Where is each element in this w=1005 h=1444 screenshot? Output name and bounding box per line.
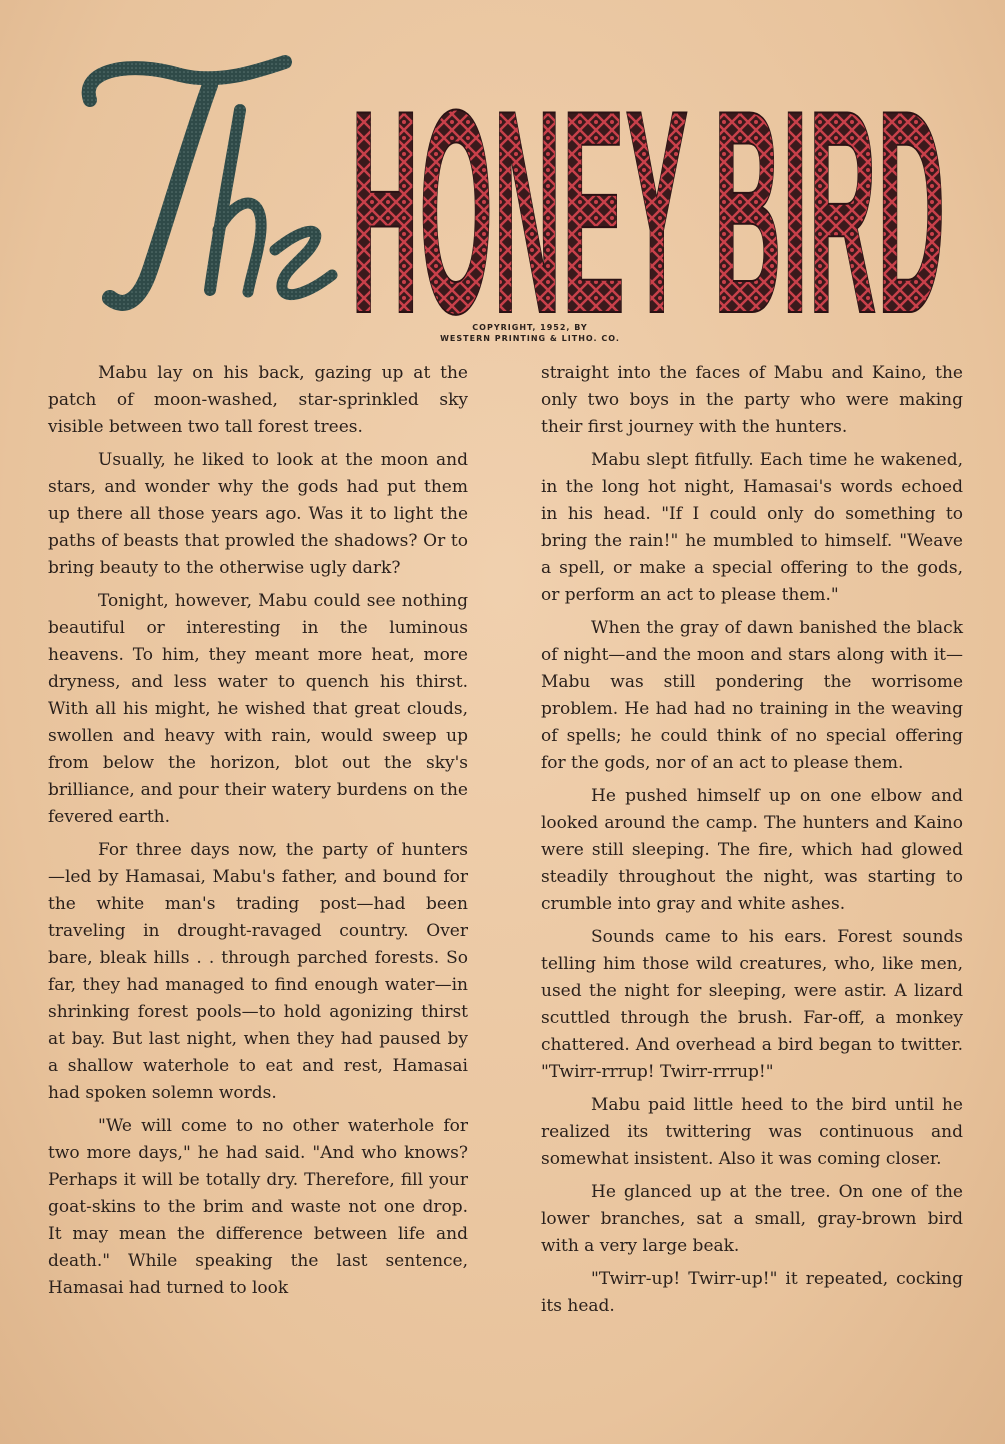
- paragraph: "Twirr-up! Twirr-up!" it repeated, cocking its head.: [541, 1269, 963, 1316]
- paragraph: Tonight, however, Mabu could see nothing beautiful or interesting in the luminous heavens. To him, they meant more heat, more dryness, and less water to quench his thirst. With all his might, he wished that great clouds, swollen and heavy with rain, would sweep up from below the horizon, blot out the sky's brilliance, and pour their watery burdens on the fevered earth.: [48, 591, 468, 827]
- paragraph: He pushed himself up on one elbow and looked around the camp. The hunters and Kaino were still sleeping. The fire, which had glowed steadily throughout the night, was starting to crumble into gray and white ashes.: [541, 786, 963, 914]
- paragraph-continuation: straight into the faces of Mabu and Kaino, the only two boys in the party who were making their first journey with the hunters.: [541, 363, 963, 437]
- copyright-line-2: WESTERN PRINTING & LITHO. CO.: [440, 334, 620, 343]
- paragraph: "We will come to no other waterhole for two more days," he had said. "And who knows? Perhaps it will be totally dry. Therefore, fill your goat-skins to the brim and waste not one drop. It may mean the difference between life and death." While speaking the last sentence, Hamasai had turned to look: [48, 1116, 468, 1298]
- paragraph: Mabu lay on his back, gazing up at the patch of moon-washed, star-sprinkled sky visible between two tall forest trees.: [48, 363, 468, 437]
- paragraph: He glanced up at the tree. On one of the lower branches, sat a small, gray-brown bird with a very large beak.: [541, 1182, 963, 1256]
- left-column: [48, 360, 468, 1308]
- paragraph: Mabu slept fitfully. Each time he wakened, in the long hot night, Hamasai's words echoed in his head. "If I could only do something to bring the rain!" he mumbled to himself. "Weave a spell, or make a special offering to the gods, or perform an act to please them.": [541, 450, 963, 605]
- copyright-notice: [380, 322, 680, 344]
- paragraph: When the gray of dawn banished the black of night—and the moon and stars along with it—Mabu was still pondering the worrisome problem. He had had no training in the weaving of spells; he could think of no special offering for the gods, nor of an act to please them.: [541, 618, 963, 773]
- paragraph: For three days now, the party of hunters —led by Hamasai, Mabu's father, and bound for the white man's trading post—had been traveling in drought-ravaged country. Over bare, bleak hills . . through parched forests. So far, they had managed to find enough water—in shrinking forest pools—to hold agonizing thirst at bay. But last night, when they had paused by a shallow waterhole to eat and rest, Hamasai had spoken solemn words.: [48, 840, 468, 1103]
- right-column: [541, 360, 963, 1326]
- title-honey-bird: [348, 50, 948, 320]
- paragraph: Sounds came to his ears. Forest sounds telling him those wild creatures, who, like men, used the night for sleeping, were astir. A lizard scuttled through the brush. Far-off, a monkey chattered. And overhead a bird began to twitter. "Twirr-rrrup! Twirr-rrrup!": [541, 927, 963, 1082]
- paragraph: Usually, he liked to look at the moon and stars, and wonder why the gods had put them up there all those years ago. Was it to light the paths of beasts that prowled the shadows? Or to bring beauty to the otherwise ugly dark?: [48, 450, 468, 578]
- title-script-the: [70, 30, 350, 330]
- paragraph: Mabu paid little heed to the bird until he realized its twittering was continuous and somewhat insistent. Also it was coming closer.: [541, 1095, 963, 1169]
- title-block-text: HONEY BIRD: [350, 50, 946, 320]
- copyright-line-1: COPYRIGHT, 1952, BY: [472, 323, 588, 332]
